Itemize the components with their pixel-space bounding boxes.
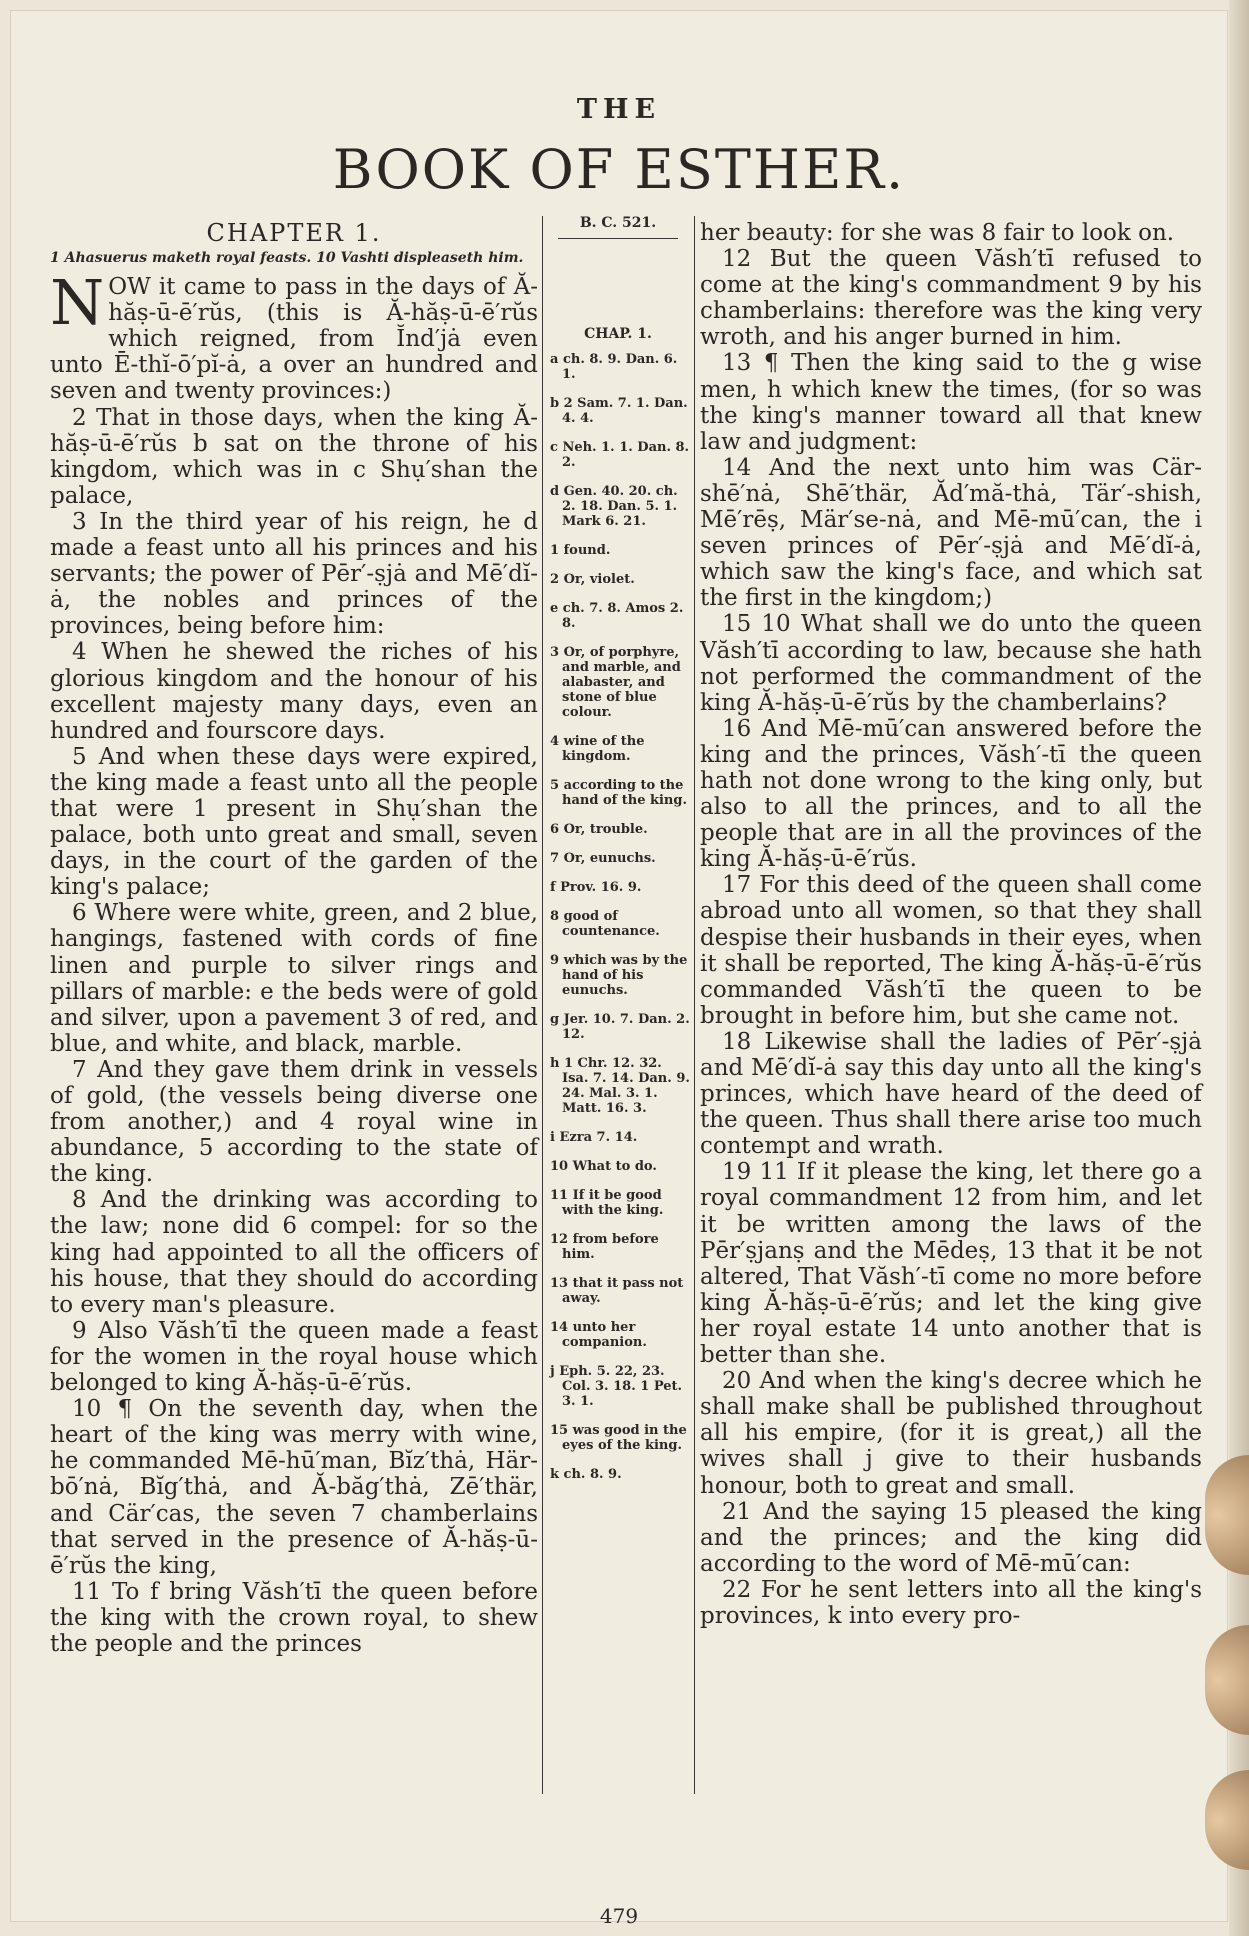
bible-page [10, 10, 1228, 1928]
verse-14: 14 And the next unto him was Cär-shē′nȧ, Shē′thär, Ăd′mă-thȧ, Tär′-shish, Mē′rēṣ, Mär′se-nȧ, and Mē-mū′can, the i seven princes of Pēr′-ṣjȧ and Mē′dĭ-ȧ, which saw the king's face, and which sat the first in the kingdom;) [700, 454, 1202, 612]
book-title: BOOK OF ESTHER. [332, 138, 906, 201]
verse-5: 5 And when these days were expired, the king made a feast unto all the people that were 1 present in Shụ′shan the palace, both unto great and small, seven days, in the court of the garden of the king's palace; [50, 743, 538, 901]
verse-13: 13 ¶ Then the king said to the g wise men, h which knew the times, (for so was the king's manner toward all that knew law and judgment: [700, 350, 1202, 455]
verse-16: 16 And Mē-mū′can answered before the king and the princes, Văsh′-tī the queen hath not done wrong to the king only, but also to all the princes, and to all the people that are in all the provinces of the king Ă-hăṣ-ū-ē′rŭs. [700, 715, 1202, 873]
verse-3: 3 In the third year of his reign, he d made a feast unto all his princes and his servants; the power of Pēr′-ṣjȧ and Mē′dĭ-ȧ, the nobles and princes of the provinces, being before him: [50, 508, 538, 640]
verse-11-continued: her beauty: for she was 8 fair to look on. [700, 220, 1175, 246]
verse-2: 2 That in those days, when the king Ă-hăṣ-ū-ē′rŭs b sat on the throne of his kingdom, which was in c Shụ′shan the palace, [50, 404, 538, 509]
left-text-column [50, 220, 538, 1657]
margin-note: 13 that it pass not away. [550, 1276, 684, 1306]
column-rule-left [542, 216, 543, 1794]
margin-note: g Jer. 10. 7. Dan. 2. 12. [550, 1012, 690, 1042]
margin-note: 12 from before him. [550, 1232, 659, 1262]
margin-note: i Ezra 7. 14. [550, 1130, 638, 1145]
margin-note: e ch. 7. 8. Amos 2. 8. [550, 601, 684, 631]
margin-note: b 2 Sam. 7. 1. Dan. 4. 4. [550, 396, 688, 426]
margin-note: d Gen. 40. 20. ch. 2. 18. Dan. 5. 1. Mark 6. 21. [550, 484, 678, 529]
margin-notes-list [546, 352, 690, 1482]
page-number: 479 [599, 1904, 639, 1928]
verse-4: 4 When he shewed the riches of his glorious kingdom and the honour of his excellent majesty many days, even an hundred and fourscore days. [50, 639, 538, 744]
chapter-heading: CHAPTER 1. [206, 219, 382, 247]
margin-references [546, 216, 690, 1496]
margin-note: 7 Or, eunuchs. [550, 851, 656, 866]
verse-8: 8 And the drinking was according to the law; none did 6 compel: for so the king had appointed to all the officers of his house, that they should do according to every man's pleasure. [50, 1187, 538, 1318]
verse-10: 10 ¶ On the seventh day, when the heart of the king was merry with wine, he commanded Mē-hū′man, Bĭz′thȧ, Här-bō′nȧ, Bĭg′thȧ, and Ă-băg′thȧ, Zē′thär, and Cär′cas, the seven 7 chamberlains that served in the presence of Ă-hăṣ-ū-ē′rŭs the king, [50, 1396, 538, 1579]
chapter-ref-label: CHAP. 1. [584, 326, 652, 342]
margin-note: h 1 Chr. 12. 32. Isa. 7. 14. Dan. 9. 24. Mal. 3. 1. Matt. 16. 3. [550, 1056, 690, 1116]
verse-7: 7 And they gave them drink in vessels of gold, (the vessels being diverse one from another,) and 4 royal wine in abundance, 5 according to the state of the king. [50, 1056, 538, 1188]
book-pre-title: THE [576, 94, 662, 125]
verse-12: 12 But the queen Văsh′tī refused to come at the king's commandment 9 by his chamberlains: therefore was the king very wroth, and his anger burned in him. [700, 246, 1202, 351]
margin-note: 11 If it be good with the king. [550, 1188, 664, 1218]
drop-cap: N [50, 266, 105, 340]
verse-11: 11 To f bring Văsh′tī the queen before the king with the crown royal, to shew the people and the princes [50, 1578, 538, 1657]
verse-18: 18 Likewise shall the ladies of Pēr′-ṣjȧ and Mē′dĭ-ȧ say this day unto all the king's princes, which have heard of the deed of the queen. Thus shall there arise too much contempt and wrath. [700, 1028, 1202, 1160]
verse-22: 22 For he sent letters into all the king's provinces, k into every pro- [700, 1576, 1202, 1629]
margin-note: 2 Or, violet. [550, 572, 635, 587]
verse-15: 15 10 What shall we do unto the queen Văsh′tī according to law, because she hath not performed the commandment of the king Ă-hăṣ-ū-ē′rŭs by the chamberlains? [700, 611, 1202, 716]
verse-17: 17 For this deed of the queen shall come abroad unto all women, so that they shall despise their husbands in their eyes, when it shall be reported, The king Ă-hăṣ-ū-ē′rŭs commanded Văsh′tī the queen to be brought in before him, but she came not. [700, 872, 1202, 1029]
margin-note: c Neh. 1. 1. Dan. 8. 2. [550, 440, 690, 470]
margin-note: j Eph. 5. 22, 23. Col. 3. 18. 1 Pet. 3. 1. [550, 1364, 683, 1409]
margin-note: 3 Or, of porphyre, and marble, and alabaster, and stone of blue colour. [550, 645, 681, 720]
margin-note: k ch. 8. 9. [550, 1467, 622, 1482]
margin-note: 1 found. [550, 543, 611, 558]
verse-1-text: OW it came to pass in the days of Ă-hăṣ-ū-ē′rŭs, (this is Ă-hăṣ-ū-ē′rŭs which reigned, from Ĭnd′jȧ even unto Ē-thĭ-ō′pĭ-ȧ, a over an hundred and seven and twenty provinces:) [50, 274, 538, 405]
chapter-summary: 1 Ahasuerus maketh royal feasts. 10 Vashti displeaseth him. [50, 250, 524, 267]
margin-note: f Prov. 16. 9. [550, 880, 642, 895]
column-rule-right [694, 216, 695, 1794]
verse-20: 20 And when the king's decree which he shall make shall be published throughout all his empire, (for it is great,) all the wives shall j give to their husbands honour, both to great and small. [700, 1368, 1202, 1499]
date-label: B. C. 521. [579, 215, 657, 231]
margin-note: 5 according to the hand of the king. [550, 778, 687, 808]
margin-note: 10 What to do. [550, 1159, 657, 1174]
margin-note: a ch. 8. 9. Dan. 6. 1. [550, 352, 678, 382]
margin-note: 9 which was by the hand of his eunuchs. [550, 953, 688, 998]
date-divider [558, 238, 678, 239]
verse-6: 6 Where were white, green, and 2 blue, hangings, fastened with cords of fine linen and purple to silver rings and pillars of marble: e the beds were of gold and silver, upon a pavement 3 of red, and blue, and white, and black, marble. [50, 900, 538, 1057]
margin-note: 15 was good in the eyes of the king. [550, 1423, 687, 1453]
margin-note: 8 good of countenance. [550, 909, 660, 939]
verse-1 [50, 266, 538, 405]
right-text-column [700, 220, 1202, 1629]
verse-9: 9 Also Văsh′tī the queen made a feast for the women in the royal house which belonged to king Ă-hăṣ-ū-ē′rŭs. [50, 1317, 538, 1397]
margin-note: 14 unto her companion. [550, 1320, 647, 1350]
verse-19: 19 11 If it please the king, let there go a royal commandment 12 from him, and let it be written among the laws of the Pēr′ṣjanṣ and the Mēdeṣ, 13 that it be not altered, That Văsh′-tī come no more before king Ă-hăṣ-ū-ē′rŭs; and let the king give her royal estate 14 unto another that is better than she. [700, 1159, 1202, 1369]
margin-note: 4 wine of the kingdom. [550, 734, 645, 764]
verse-21: 21 And the saying 15 pleased the king and the princes; and the king did according to the word of Mē-mū′can: [700, 1498, 1202, 1577]
margin-note: 6 Or, trouble. [550, 822, 648, 837]
